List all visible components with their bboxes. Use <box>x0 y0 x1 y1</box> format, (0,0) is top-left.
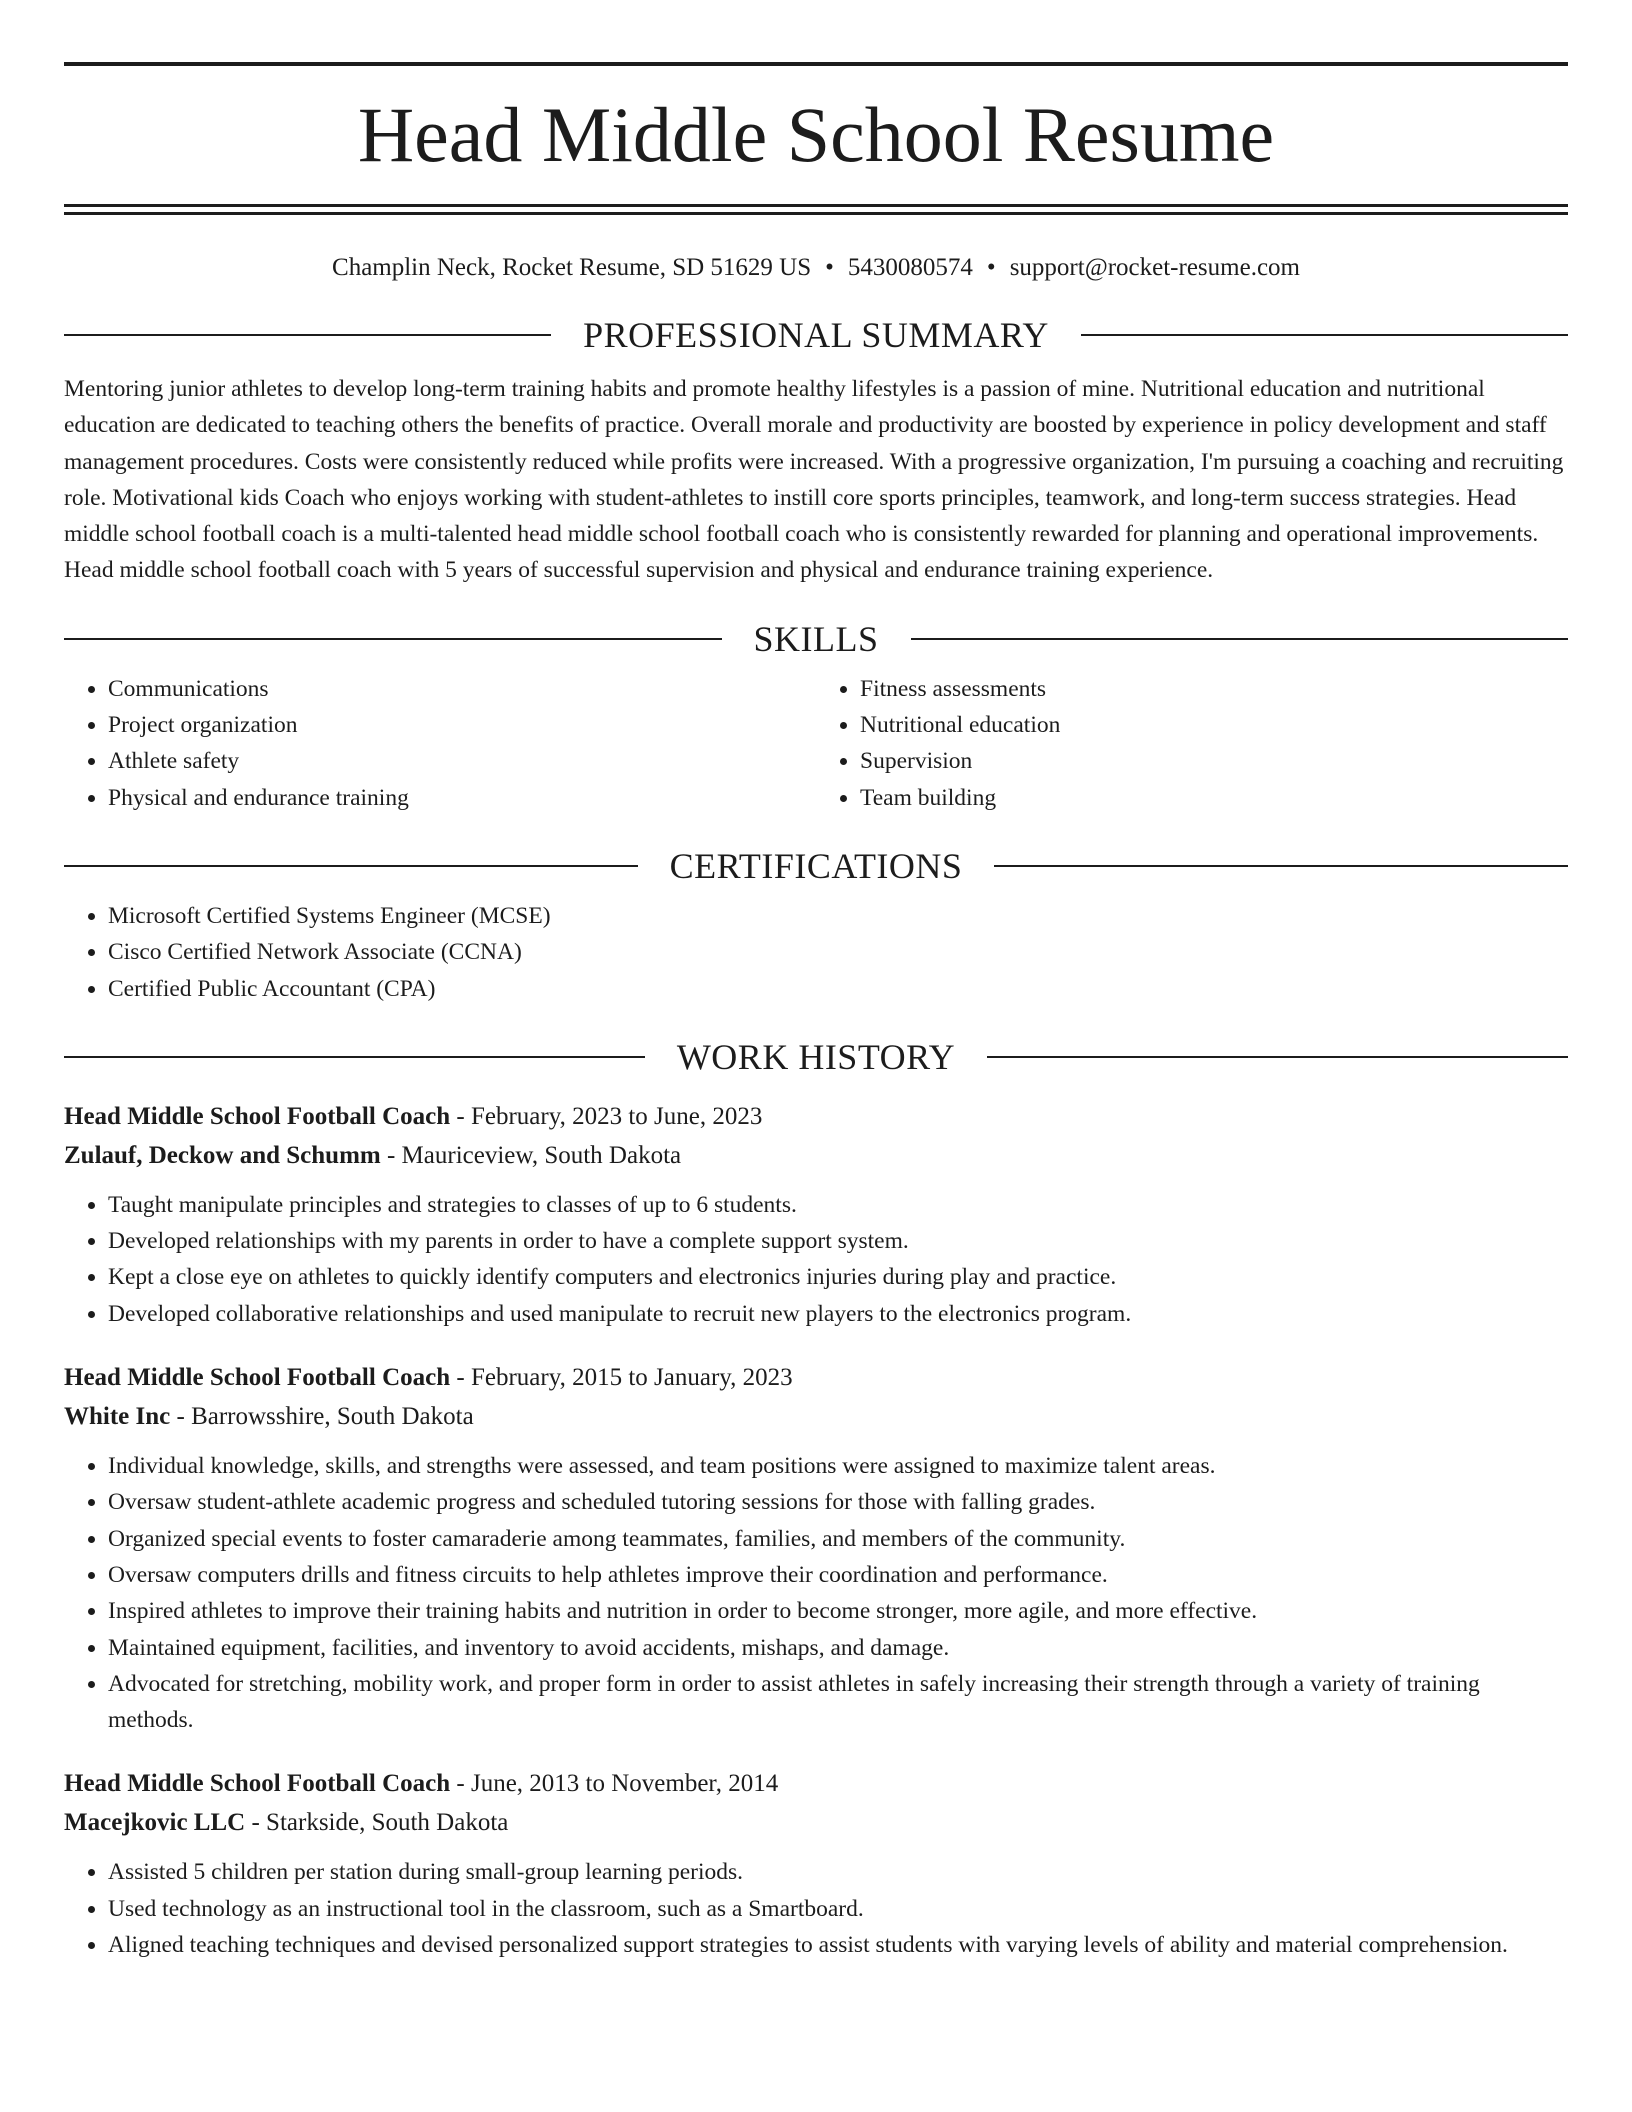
job-entry <box>64 1764 1568 1963</box>
resume-page <box>64 0 1568 1963</box>
job-bullets <box>64 1187 1568 1332</box>
certification-item: • Cisco Certified Network Associate (CCNA) <box>108 934 1568 970</box>
job-title-line <box>64 1764 1568 1803</box>
skill-item: • Physical and endurance training <box>108 780 816 816</box>
job-bullet: • Maintained equipment, facilities, and inventory to avoid accidents, mishaps, and damage. <box>108 1630 1568 1666</box>
skill-item: • Supervision <box>860 743 1568 779</box>
job-bullet: • Kept a close eye on athletes to quickly identify computers and electronics injuries during play and practice. <box>108 1259 1568 1295</box>
job-bullet: • Oversaw student-athlete academic progress and scheduled tutoring sessions for those with falling grades. <box>108 1484 1568 1520</box>
skill-item: • Athlete safety <box>108 743 816 779</box>
job-dates: - February, 2023 to June, 2023 <box>450 1102 763 1130</box>
double-rule <box>64 204 1568 215</box>
summary-text: Mentoring junior athletes to develop long-term training habits and promote healthy lifestyles is a passion of mine. Nutritional education and nutritional education are dedicated to teaching others the benefits of practice. Overall morale and productivity are boosted by experience in policy development and staff management procedures. Costs were consistently reduced while profits were increased. With a progressive organization, I'm pursuing a coaching and recruiting role. Motivational kids Coach who enjoys working with student-athletes to instill core sports principles, teamwork, and long-term success strategies. Head middle school football coach is a multi-talented head middle school football coach who is consistently rewarded for planning and operational improvements. Head middle school football coach with 5 years of successful supervision and physical and endurance training experience. <box>64 376 1564 584</box>
section-heading-skills <box>64 617 1568 661</box>
job-bullet: • Developed collaborative relationships and used manipulate to recruit new players to the electronics program. <box>108 1296 1568 1332</box>
skill-item: • Fitness assessments <box>860 671 1568 707</box>
certification-item: • Certified Public Accountant (CPA) <box>108 971 1568 1007</box>
job-location: - Barrowsshire, South Dakota <box>170 1403 474 1431</box>
certification-item: • Microsoft Certified Systems Engineer (MCSE) <box>108 898 1568 934</box>
job-bullet: • Developed relationships with my parents in order to have a complete support system. <box>108 1223 1568 1259</box>
section-label: CERTIFICATIONS <box>669 845 963 886</box>
heading-rule <box>911 638 1569 640</box>
job-company: Macejkovic LLC <box>64 1809 246 1837</box>
job-title-line <box>64 1097 1568 1136</box>
heading-rule <box>1081 334 1568 336</box>
section-label: PROFESSIONAL SUMMARY <box>583 315 1049 355</box>
page-title: Head Middle School Resume <box>357 91 1275 178</box>
job-location: - Mauriceview, South Dakota <box>380 1141 682 1169</box>
job-bullet: • Oversaw computers drills and fitness circuits to help athletes improve their coordination and performance. <box>108 1557 1568 1593</box>
heading-rule <box>987 1056 1568 1058</box>
job-company-line <box>64 1397 1568 1436</box>
skill-item: • Nutritional education <box>860 707 1568 743</box>
job-title: Head Middle School Football Coach <box>64 1770 451 1798</box>
heading-rule <box>994 865 1568 867</box>
job-company: White Inc <box>64 1403 171 1431</box>
section-heading-work <box>64 1035 1568 1079</box>
section-heading-summary <box>64 313 1568 357</box>
job-bullet: • Taught manipulate principles and strategies to classes of up to 6 students. <box>108 1187 1568 1223</box>
skill-item: • Communications <box>108 671 816 707</box>
job-bullet: • Aligned teaching techniques and devised personalized support strategies to assist students with varying levels of ability and material comprehension. <box>108 1927 1568 1963</box>
job-entry <box>64 1358 1568 1738</box>
job-title-line <box>64 1358 1568 1397</box>
job-company-line <box>64 1803 1568 1842</box>
top-rule <box>64 62 1568 66</box>
job-bullet: • Individual knowledge, skills, and strengths were assessed, and team positions were assigned to maximize talent areas. <box>108 1448 1568 1484</box>
job-company-line <box>64 1136 1568 1175</box>
contact-line <box>64 251 1568 285</box>
section-label: WORK HISTORY <box>676 1036 956 1077</box>
heading-rule <box>64 334 551 336</box>
contact-separator: • <box>825 254 834 281</box>
skill-item: • Team building <box>860 780 1568 816</box>
contact-email: support@rocket-resume.com <box>1009 254 1300 281</box>
job-location: - Starkside, South Dakota <box>245 1809 509 1837</box>
skills-column-right <box>816 671 1568 816</box>
job-dates: - June, 2013 to November, 2014 <box>450 1770 779 1798</box>
contact-address: Champlin Neck, Rocket Resume, SD 51629 US <box>332 254 812 281</box>
contact-phone: 5430080574 <box>847 254 973 281</box>
job-bullet: • Used technology as an instructional tool in the classroom, such as a Smartboard. <box>108 1891 1568 1927</box>
job-dates: - February, 2015 to January, 2023 <box>450 1364 793 1392</box>
job-entry <box>64 1097 1568 1332</box>
section-heading-certifications <box>64 844 1568 888</box>
heading-rule <box>64 865 638 867</box>
skills-list <box>64 661 1568 816</box>
job-title: Head Middle School Football Coach <box>64 1364 451 1392</box>
job-bullet: • Organized special events to foster camaraderie among teammates, families, and members of the community. <box>108 1521 1568 1557</box>
job-bullets <box>64 1448 1568 1738</box>
job-bullet: • Inspired athletes to improve their training habits and nutrition in order to become stronger, more agile, and more effective. <box>108 1593 1568 1629</box>
section-label: SKILLS <box>753 618 879 659</box>
contact-separator: • <box>986 254 996 281</box>
job-company: Zulauf, Deckow and Schumm <box>64 1141 381 1169</box>
job-bullet: • Assisted 5 children per station during small-group learning periods. <box>108 1854 1568 1890</box>
job-bullets <box>64 1854 1568 1963</box>
skill-item: • Project organization <box>108 707 816 743</box>
job-title: Head Middle School Football Coach <box>64 1102 451 1130</box>
skills-column-left <box>64 671 816 816</box>
heading-rule <box>64 638 722 640</box>
job-bullet: • Advocated for stretching, mobility work, and proper form in order to assist athletes in safely increasing their strength through a variety of training methods. <box>108 1666 1568 1739</box>
heading-rule <box>64 1056 645 1058</box>
certifications-list <box>64 898 1568 1007</box>
